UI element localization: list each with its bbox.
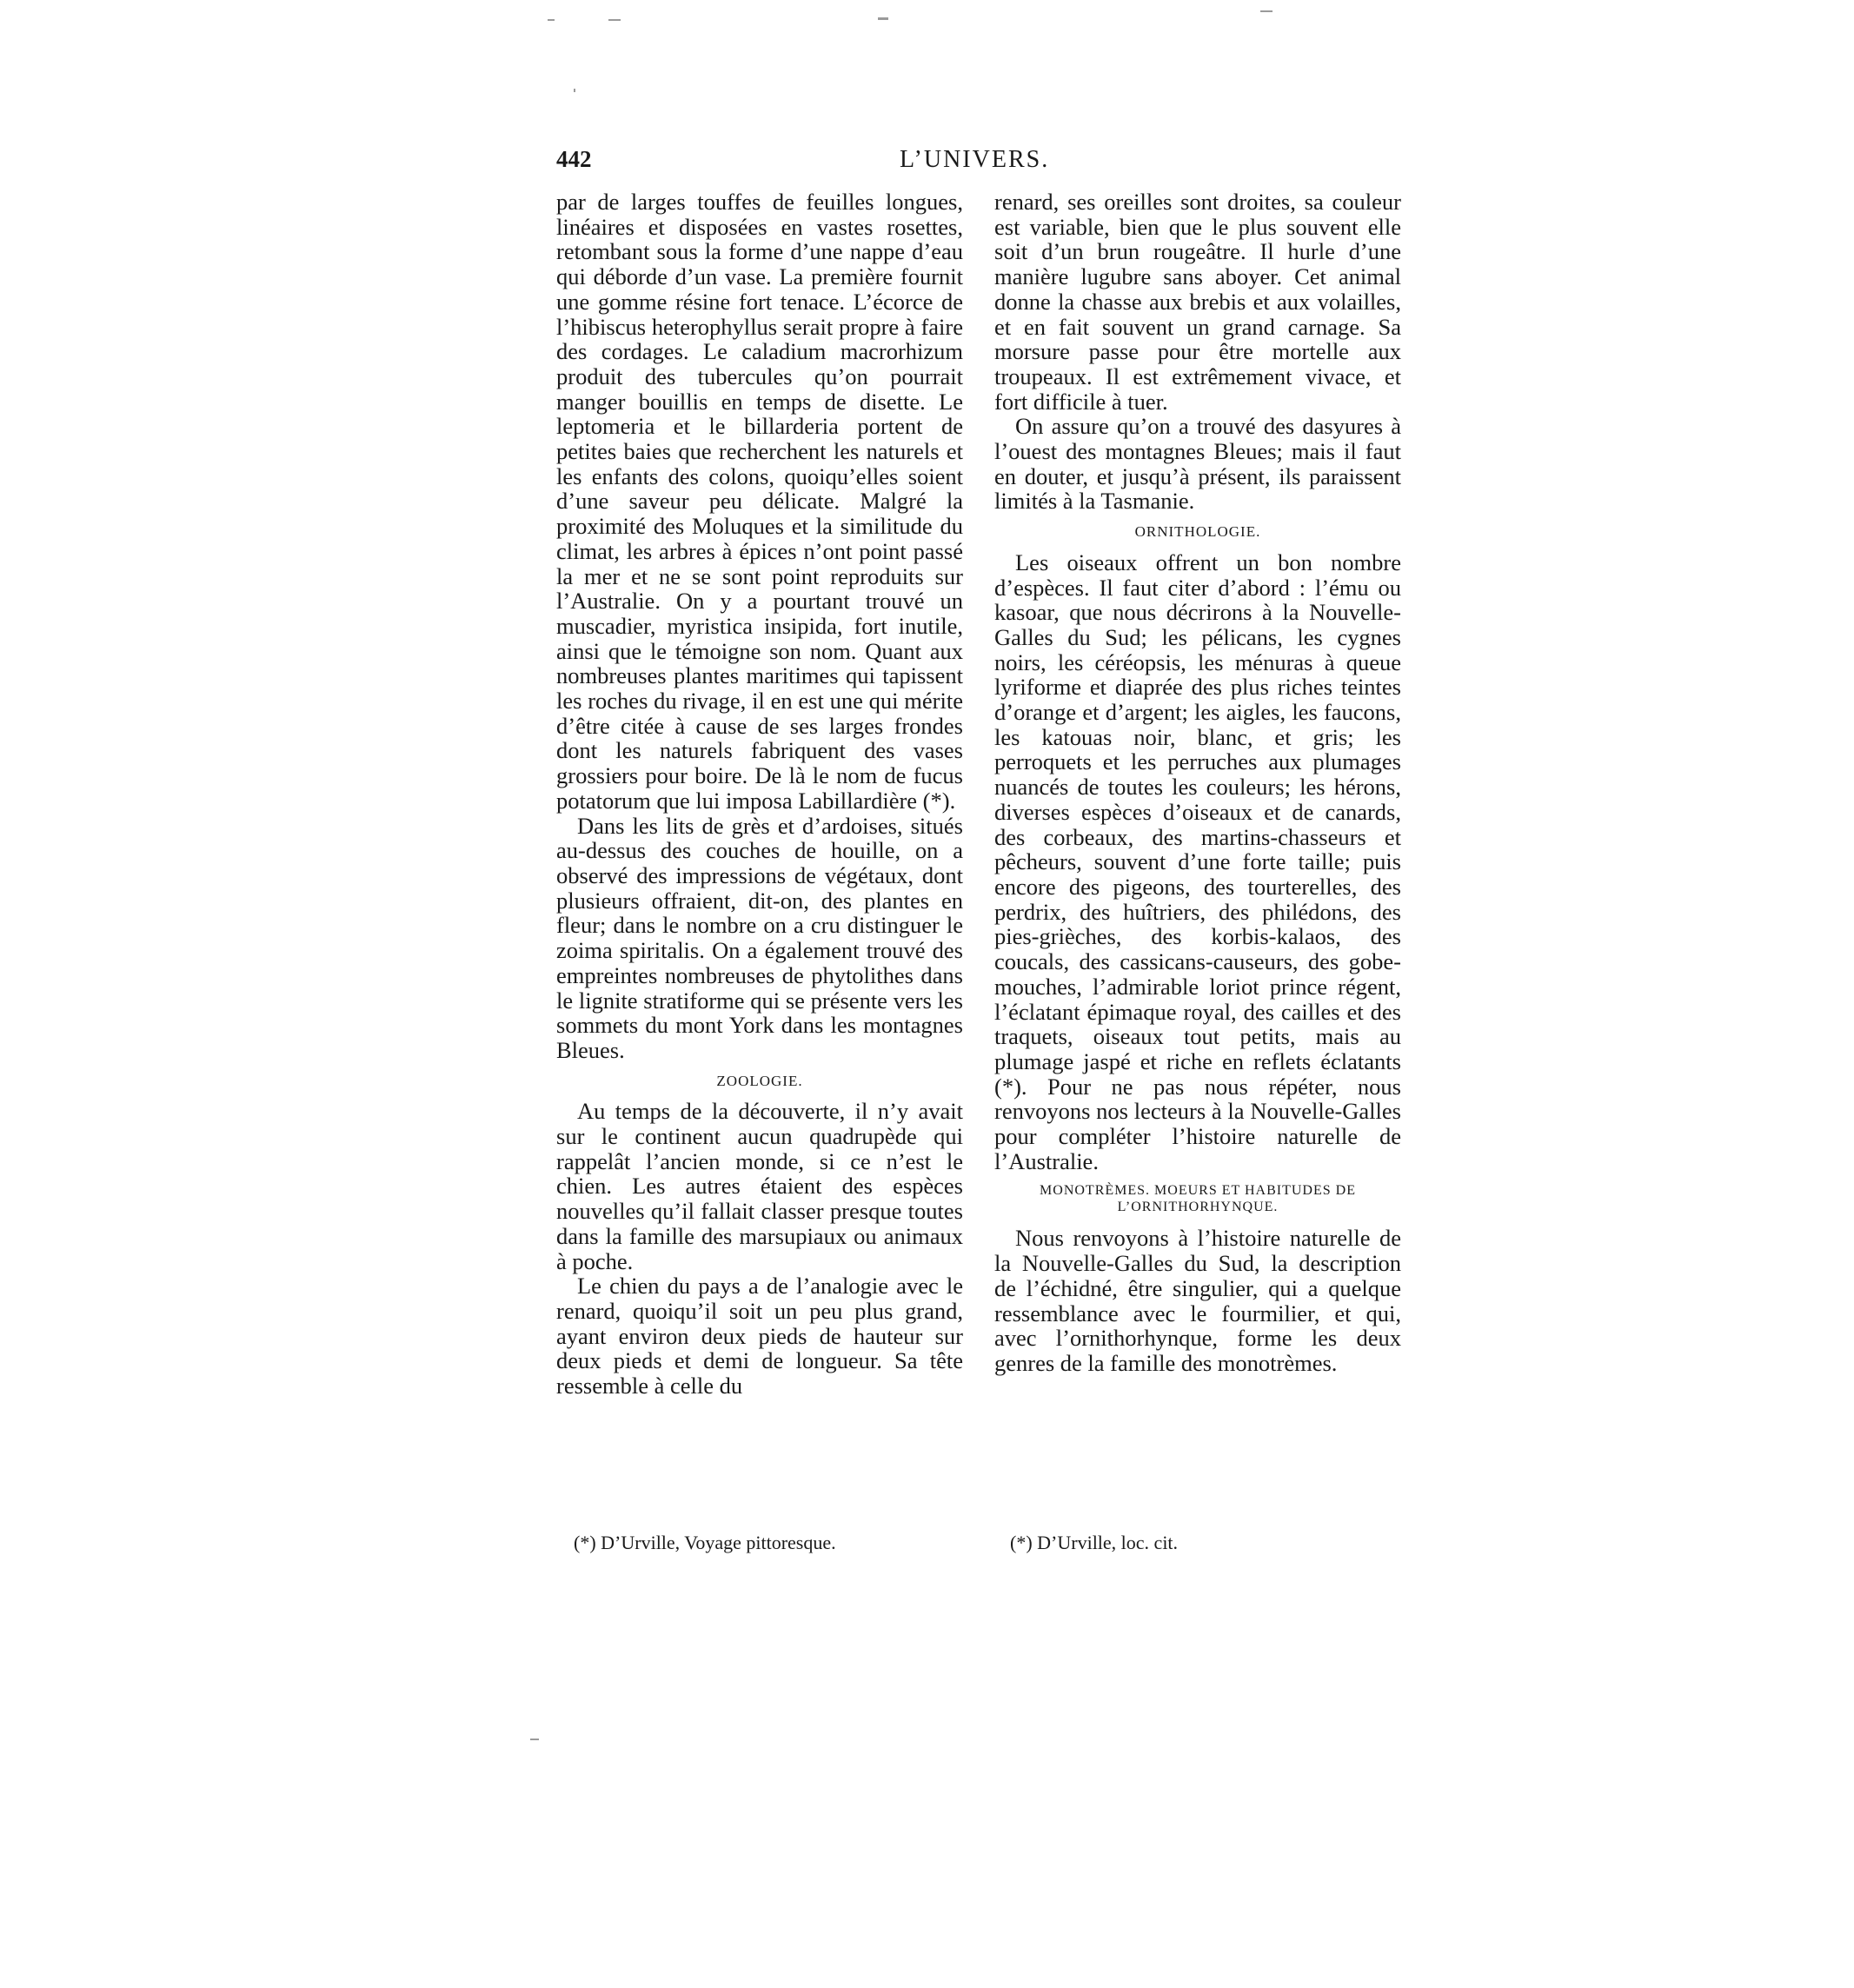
scan-speck — [574, 89, 575, 92]
paragraph: Nous renvoyons à l’histoire naturelle de la Nouvelle-Galles du Sud, la description de l’échidné, être singulier, qui a quelque ressemblance avec le fourmilier, et qui, avec l’ornithorhynque, forme les deux genres de la famille des monotrèmes. — [994, 1225, 1401, 1376]
paragraph: Dans les lits de grès et d’ardoises, situés au-dessus des couches de houille, on a observé des impressions de végétaux, dont plusieurs offraient, dit-on, des plantes en fleur; dans le nombre on a cru distinguer le zoima spiritalis. On a également trouvé des empreintes nombreuses de phytolithes dans le lignite stratiforme qui se présente vers les sommets du mont York dans les montagnes Bleues. — [556, 812, 963, 1063]
scan-speck — [548, 19, 555, 21]
scan-speck — [530, 1739, 539, 1740]
footnote-right: (*) D’Urville, loc. cit. — [1010, 1532, 1179, 1553]
page-header — [556, 146, 1408, 181]
left-column — [556, 189, 963, 1399]
paragraph: Les oiseaux offrent un bon nombre d’espèces. Il faut citer d’abord : l’ému ou kasoar, que nous décrirons à la Nouvelle-Galles du Sud; les pélicans, les cygnes noirs, les céréopsis, les ménuras à queue lyriforme et diaprée des plus riches teintes d’orange et d’argent; les aigles, les faucons, les katouas noir, blanc, et gris; les perroquets et les perruches aux plumages nuancés de toutes les couleurs; les hérons, diverses espèces d’oiseaux et de canards, des corbeaux, des martins-chasseurs et pêcheurs, souvent d’une forte taille; puis encore des pigeons, des tourterelles, des perdrix, des huîtriers, des philédons, des pies-grièches, des korbis-kalaos, des coucals, des cassicans-causeurs, des gobe-mouches, l’admirable loriot prince régent, l’éclatant épimaque royal, des cailles et des traquets, oiseaux tout petits, mais au plumage jaspé et riche en reflets éclatants (*). Pour ne pas nous répéter, nous renvoyons nos lecteurs à la Nouvelle-Galles pour compléter l’histoire naturelle de l’Australie. — [994, 549, 1401, 1174]
right-column — [994, 189, 1401, 1376]
paragraph: Au temps de la découverte, il n’y avait sur le continent aucun quadrupède qui rappelât l’ancien monde, si ce n’est le chien. Les autres étaient des espèces nouvelles qu’il fallait classer presque toutes dans la famille des marsupiaux ou animaux à poche. — [556, 1098, 963, 1274]
paragraph: Le chien du pays a de l’analogie avec le renard, quoiqu’il soit un peu plus grand, ayant environ deux pieds de hauteur sur deux pieds et demi de longueur. Sa tête ressemble à celle du — [556, 1273, 963, 1400]
footnote-left: (*) D’Urville, Voyage pittoresque. — [574, 1532, 836, 1553]
paragraph: On assure qu’on a trouvé des dasyures à l’ouest des montagnes Bleues; mais il faut en douter, et jusqu’à présent, ils paraissent limités à la Tasmanie. — [994, 413, 1401, 515]
section-heading-monotremes: MONOTRÈMES. MOEURS ET HABITUDES DE L’ORNITHORHYNQUE. — [1040, 1183, 1356, 1215]
scan-speck — [1260, 10, 1273, 12]
paragraph: par de larges touffes de feuilles longues, linéaires et disposées en vastes rosettes, retombant sous la forme d’une nappe d’eau qui déborde d’un vase. La première fournit une gomme résine fort tenace. L’écorce de l’hibiscus heterophyllus serait propre à faire des cordages. Le caladium macrorhizum produit des tubercules qu’on pourrait manger bouillis en temps de disette. Le leptomeria et le billarderia portent de petites baies que recherchent les naturels et les enfants des colons, quoiqu’elles soient d’une saveur peu délicate. Malgré la proximité des Moluques et la similitude du climat, les arbres à épices n’ont point passé la mer et ne se sont point reproduits sur l’Australie. On y a pourtant trouvé un muscadier, myristica insipida, fort inutile, ainsi que le témoigne son nom. Quant aux nombreuses plantes maritimes qui tapissent les roches du rivage, il en est une qui mérite d’être citée à cause de ses larges frondes dont les naturels fabriquent des vases grossiers pour boire. De là le nom de fucus potatorum que lui imposa Labillardière (*). — [556, 189, 963, 814]
scan-speck — [608, 19, 621, 21]
paragraph: renard, ses oreilles sont droites, sa couleur est variable, bien que le plus souvent elle soit d’un brun rougeâtre. Il hurle d’une manière lugubre sans aboyer. Cet animal donne la chasse aux brebis et aux volailles, et en fait souvent un grand carnage. Sa morsure passe pour être mortelle aux troupeaux. Il est extrêmement vivace, et fort difficile à tuer. — [994, 189, 1401, 415]
scan-speck — [878, 17, 888, 20]
section-heading-zoologie: ZOOLOGIE. — [716, 1072, 803, 1089]
section-heading-ornithologie: ORNITHOLOGIE. — [1134, 523, 1261, 541]
running-title: L’UNIVERS. — [900, 146, 1050, 173]
page-number: 442 — [556, 146, 592, 172]
